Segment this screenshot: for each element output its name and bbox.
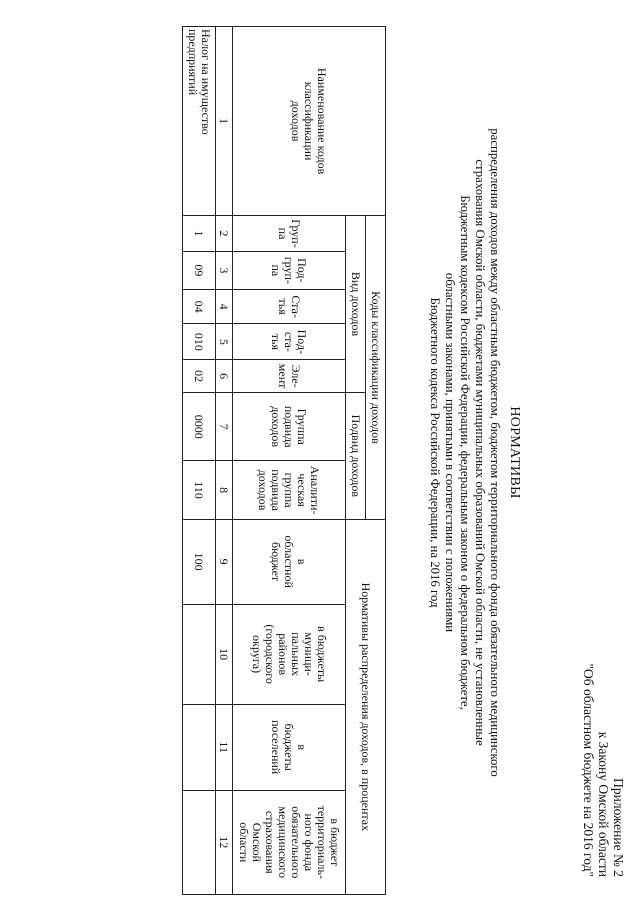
header-element: Эле- мент <box>233 360 346 393</box>
header-settlement-budgets: в бюджеты поселений <box>233 704 346 790</box>
description-line: Бюджетного кодекса Российской Федерации, на 2016 год <box>428 297 442 608</box>
document-description <box>427 0 502 905</box>
column-number: 6 <box>216 360 233 393</box>
header-municipal-budgets: в бюджеты муници- пальных районов (городского округа) <box>233 604 346 704</box>
header-norms: Нормативы распределения доходов, в процентах <box>346 519 386 894</box>
code-subkind-group: 0000 <box>183 392 216 460</box>
column-number: 4 <box>216 289 233 324</box>
description-line: Бюджетным кодексом Российской Федерации, федеральным законом о федеральном бюджете, <box>458 195 472 710</box>
description-line: областными законами, принятыми в соответствии с положениями <box>443 272 457 633</box>
column-numbers-row <box>216 27 233 895</box>
appendix-number: Приложение № 2 <box>611 778 626 877</box>
header-article: Ста- тья <box>233 289 346 324</box>
header-group: Груп- па <box>233 216 346 252</box>
header-regional-budget: в областной бюджет <box>233 519 346 604</box>
table-row <box>183 27 216 895</box>
column-number: 5 <box>216 324 233 360</box>
header-analytic-group: Аналити- ческая группа подвида доходов <box>233 461 346 519</box>
column-number: 8 <box>216 461 233 519</box>
norm-medical-fund-budget <box>183 790 216 894</box>
document-title: НОРМАТИВЫ <box>507 406 522 499</box>
column-number: 10 <box>216 604 233 704</box>
appendix-block <box>581 664 626 878</box>
header-name-of-codes: Наименование кодов классификации доходов <box>233 27 386 216</box>
description-line: распределения доходов между областным бюджетом, бюджетом территориального фонда обязательного медицинского <box>488 128 502 777</box>
column-number: 1 <box>216 27 233 216</box>
code-article: 04 <box>183 289 216 324</box>
header-subkind-group: Группа подвида доходов <box>233 392 346 460</box>
description-line: страхования Омской области, бюджетами муниципальных образований Омской области, не установленные <box>473 159 487 746</box>
header-codes: Коды классификации доходов <box>366 216 386 520</box>
column-number: 9 <box>216 519 233 604</box>
header-medical-fund-budget: в бюджет территориаль- ного фонда обязательного медицинского страхования Омской области <box>233 790 346 894</box>
header-subarticle: Под- ста- тья <box>233 324 346 360</box>
header-subkind: Подвид доходов <box>346 392 366 519</box>
norm-settlement-budgets <box>183 704 216 790</box>
header-kind: Вид доходов <box>346 216 366 393</box>
code-subarticle: 010 <box>183 324 216 360</box>
code-subgroup: 09 <box>183 251 216 289</box>
appendix-law-title: "Об областном бюджете на 2016 год" <box>581 663 596 877</box>
norms-table <box>182 26 386 895</box>
column-number: 12 <box>216 790 233 894</box>
code-analytic-group: 110 <box>183 461 216 519</box>
norm-municipal-budgets <box>183 604 216 704</box>
column-number: 7 <box>216 392 233 460</box>
column-number: 11 <box>216 704 233 790</box>
code-group: 1 <box>183 216 216 252</box>
code-element: 02 <box>183 360 216 393</box>
norm-regional-budget: 100 <box>183 519 216 604</box>
row-name: Налог на имущество предприятий <box>183 27 216 216</box>
column-number: 2 <box>216 216 233 252</box>
column-number: 3 <box>216 251 233 289</box>
header-subgroup: Под- груп- па <box>233 251 346 289</box>
appendix-law: к Закону Омской области <box>596 731 611 877</box>
